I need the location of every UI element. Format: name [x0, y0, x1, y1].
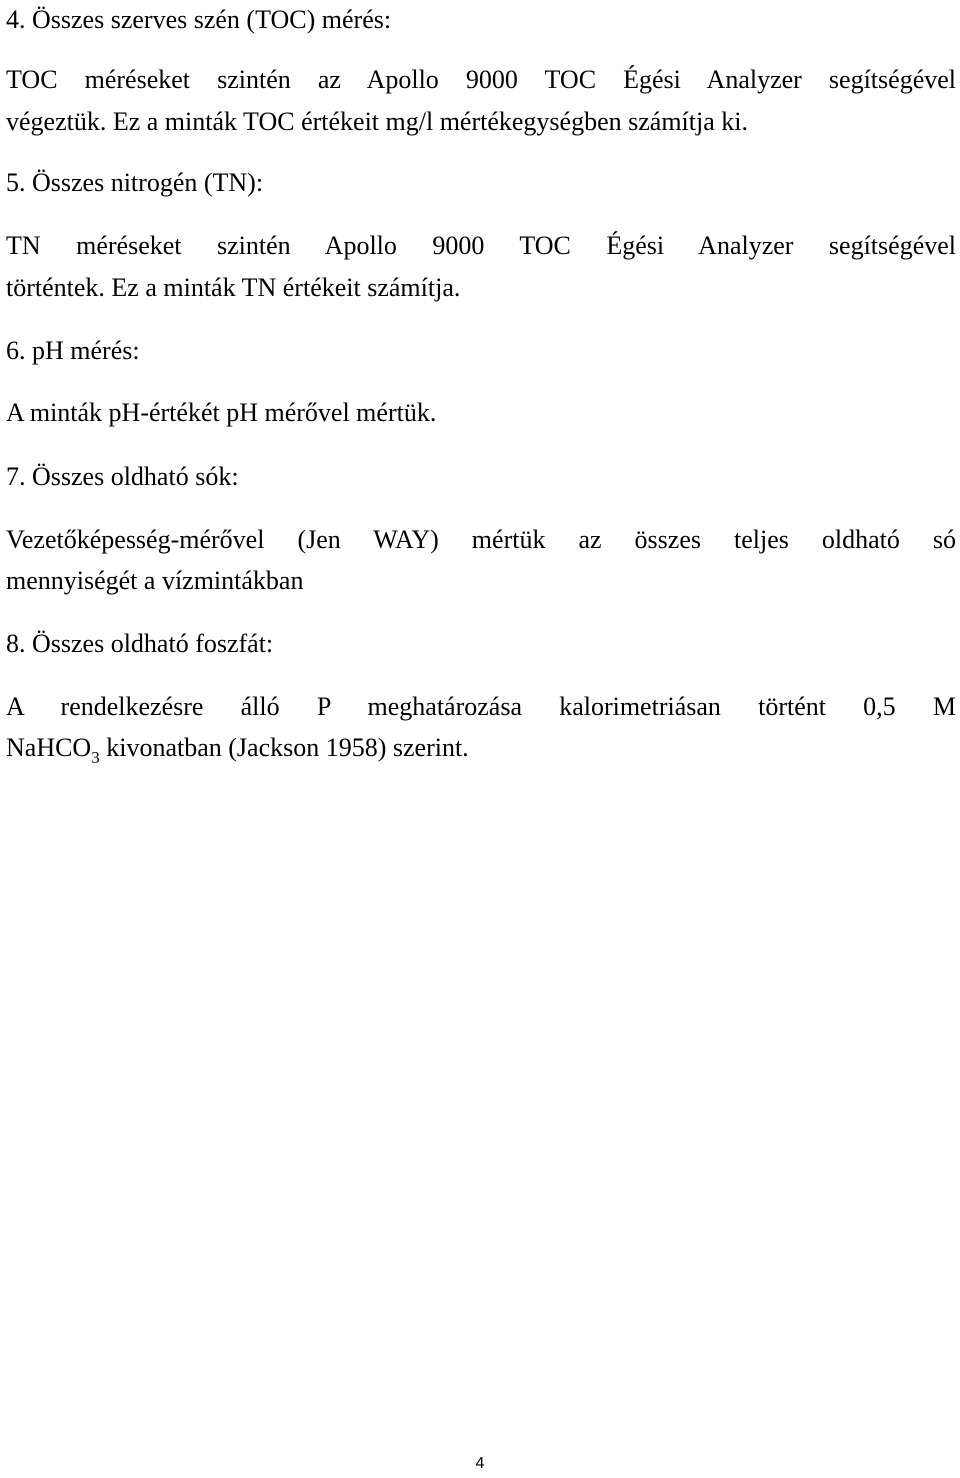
section-heading-salts: 7. Összes oldható sók:	[6, 462, 239, 491]
paragraph-toc-line-2: végeztük. Ez a minták TOC értékeit mg/l mértékegységben számítja ki.	[6, 107, 748, 136]
paragraph-tn-line-1: TN méréseket szintén Apollo 9000 TOC Égési Analyzer segítségével	[6, 231, 956, 260]
paragraph-phosphate-line-1: A rendelkezésre álló P meghatározása kalorimetriásan történt 0,5 M	[6, 692, 956, 721]
paragraph-ph-line-1: A minták pH-értékét pH mérővel mértük.	[6, 398, 437, 427]
paragraph-phosphate-line-2	[6, 733, 469, 766]
section-heading-toc: 4. Összes szerves szén (TOC) mérés:	[6, 5, 392, 34]
page-number: 4	[475, 1455, 485, 1472]
section-heading-phosphate: 8. Összes oldható foszfát:	[6, 629, 274, 658]
paragraph-salts-line-1: Vezetőképesség-mérővel (Jen WAY) mértük az összes teljes oldható só	[6, 525, 956, 554]
paragraph-phosphate-line-2-text: kivonatban (Jackson 1958) szerint.	[99, 733, 469, 762]
paragraph-salts-line-2: mennyiségét a vízmintákban	[6, 566, 304, 595]
section-heading-tn: 5. Összes nitrogén (TN):	[6, 168, 264, 197]
paragraph-tn-line-2: történtek. Ez a minták TN értékeit számítja.	[6, 273, 461, 302]
section-heading-ph: 6. pH mérés:	[6, 336, 140, 365]
formula-subscript: 3	[91, 748, 100, 767]
chemical-formula-nahco: NaHCO	[6, 733, 92, 762]
paragraph-toc-line-1: TOC méréseket szintén az Apollo 9000 TOC Égési Analyzer segítségével	[6, 65, 956, 94]
